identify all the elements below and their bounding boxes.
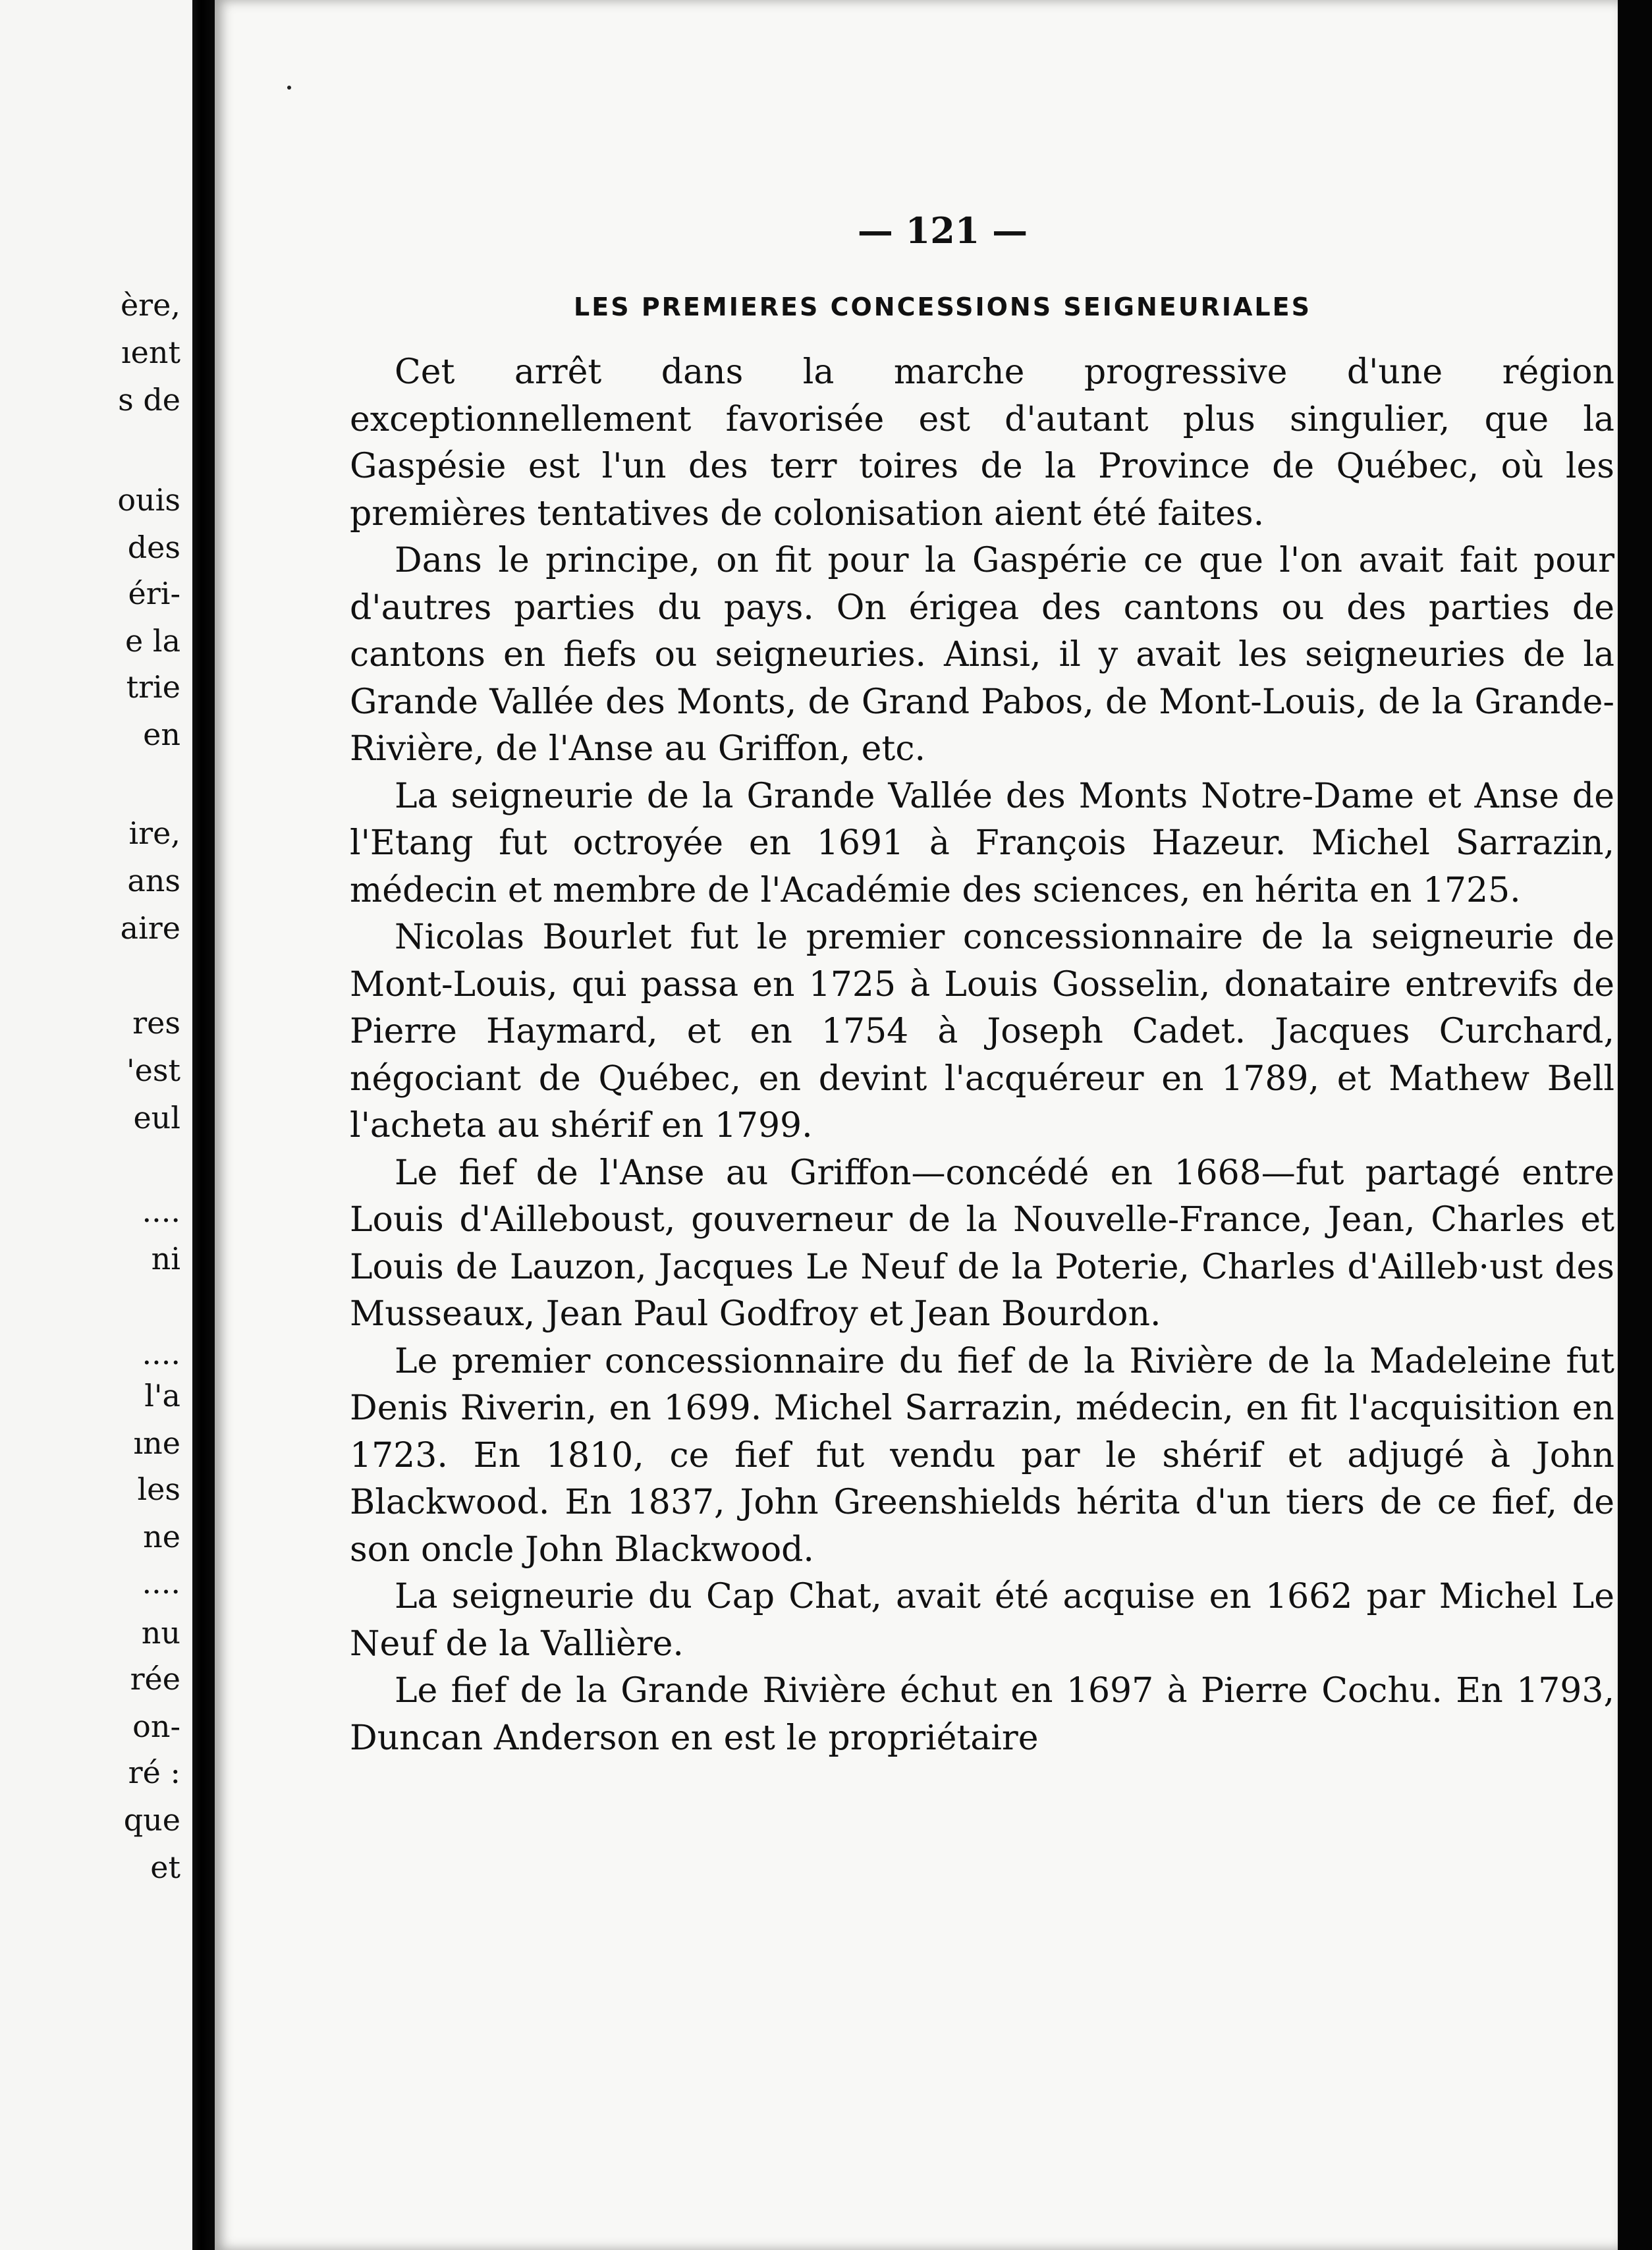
running-head: LES PREMIERES CONCESSIONS SEIGNEURIALES — [574, 292, 1311, 321]
previous-page-fragment: ère, — [120, 287, 180, 323]
scan-speck — [287, 86, 291, 90]
book-gutter — [192, 0, 215, 2250]
previous-page-fragment: e la — [125, 623, 180, 659]
previous-page-fragment: .... — [142, 1336, 180, 1371]
previous-page-fragment: aire — [120, 910, 180, 946]
previous-page-fragment: eul — [133, 1100, 180, 1136]
previous-page-edge — [0, 0, 192, 2250]
paragraph-4: Nicolas Bourlet fut le premier concessionnaire de la seigneurie de Mont-Louis, qui passa en 1725 à Louis Gosselin, donataire entrevifs de Pierre Haymard, et en 1754 à Joseph Cadet. Jacques Curchard, négociant de Québec, en devint l'acquéreur en 1789, et Mathew Bell l'acheta au shérif en 1799. — [350, 918, 1614, 1145]
previous-page-fragment: des — [127, 530, 180, 565]
previous-page-fragment: les — [137, 1471, 180, 1507]
previous-page-fragment: ıne — [133, 1425, 180, 1461]
previous-page-fragment: et — [150, 1850, 180, 1885]
previous-page-fragment: s de — [118, 382, 180, 418]
previous-page-fragment: res — [132, 1005, 180, 1041]
paragraph-2: Dans le principe, on fit pour la Gaspérie ce que l'on avait fait pour d'autres parties du pays. On érigea des cantons ou des parties de cantons en fiefs ou seigneuries. Ainsi, il y avait les seigneuries de la Grande Vallée des Monts, de Grand Pabos, de Mont-Louis, de la Grande-Rivière, de l'Anse au Griffon, etc. — [350, 541, 1614, 769]
previous-page-fragment: ne — [143, 1519, 180, 1554]
main-page — [215, 0, 1618, 2250]
previous-page-fragment: ıent — [121, 335, 180, 370]
paragraph-6: Le premier concessionnaire du fief de la Rivière de la Madeleine fut Denis Riverin, en 1699. Michel Sarrazin, médecin, en fit l'acquisition en 1723. En 1810, ce fief fut vendu par le shérif et adjugé à John Blackwood. En 1837, John Greenshields hérita d'un tiers de ce fief, de son oncle John Blackwood. — [350, 1341, 1614, 1570]
scan-right-edge — [1618, 0, 1652, 2250]
previous-page-fragment: ans — [127, 863, 180, 898]
previous-page-fragment: on- — [132, 1709, 180, 1744]
previous-page-fragment: rée — [130, 1661, 180, 1697]
previous-page-fragment: ré : — [128, 1755, 180, 1790]
body-text — [350, 349, 1614, 1762]
previous-page-fragment: ouis — [117, 482, 180, 518]
paragraph-3: La seigneurie de la Grande Vallée des Monts Notre-Dame et Anse de l'Etang fut octroyée en 1691 à François Hazeur. Michel Sarrazin, médecin et membre de l'Académie des sciences, en hérita en 1725. — [350, 776, 1614, 910]
previous-page-fragment: trie — [126, 669, 180, 705]
previous-page-fragment: que — [123, 1802, 180, 1838]
paragraph-1: Cet arrêt dans la marche progressive d'une région exceptionnellement favorisée est d'autant plus singulier, que la Gaspésie est l'un des terr toires de la Province de Québec, où les premières tentatives de colonisation aient été faites. — [350, 352, 1614, 534]
previous-page-fragment: .... — [142, 1565, 180, 1601]
previous-page-fragment: .... — [142, 1194, 180, 1229]
previous-page-fragment: 'est — [126, 1053, 180, 1088]
previous-page-fragment: ni — [151, 1241, 180, 1276]
previous-page-fragment: nu — [141, 1615, 180, 1651]
paragraph-7: La seigneurie du Cap Chat, avait été acquise en 1662 par Michel Le Neuf de la Vallière. — [350, 1577, 1614, 1664]
paragraph-5: Le fief de l'Anse au Griffon—concédé en 1668—fut partagé entre Louis d'Ailleboust, gouverneur de la Nouvelle-France, Jean, Charles et Louis de Lauzon, Jacques Le Neuf de la Poterie, Charles d'Ailleb·ust des Musseaux, Jean Paul Godfroy et Jean Bourdon. — [350, 1153, 1614, 1334]
previous-page-fragment: en — [143, 717, 180, 752]
previous-page-fragment: ire, — [128, 815, 180, 851]
previous-page-fragment: l'a — [144, 1378, 180, 1413]
page-number: — 121 — — [857, 209, 1028, 252]
paragraph-8: Le fief de la Grande Rivière échut en 1697 à Pierre Cochu. En 1793, Duncan Anderson en est le propriétaire — [350, 1671, 1614, 1758]
previous-page-fragment: éri- — [128, 576, 180, 611]
